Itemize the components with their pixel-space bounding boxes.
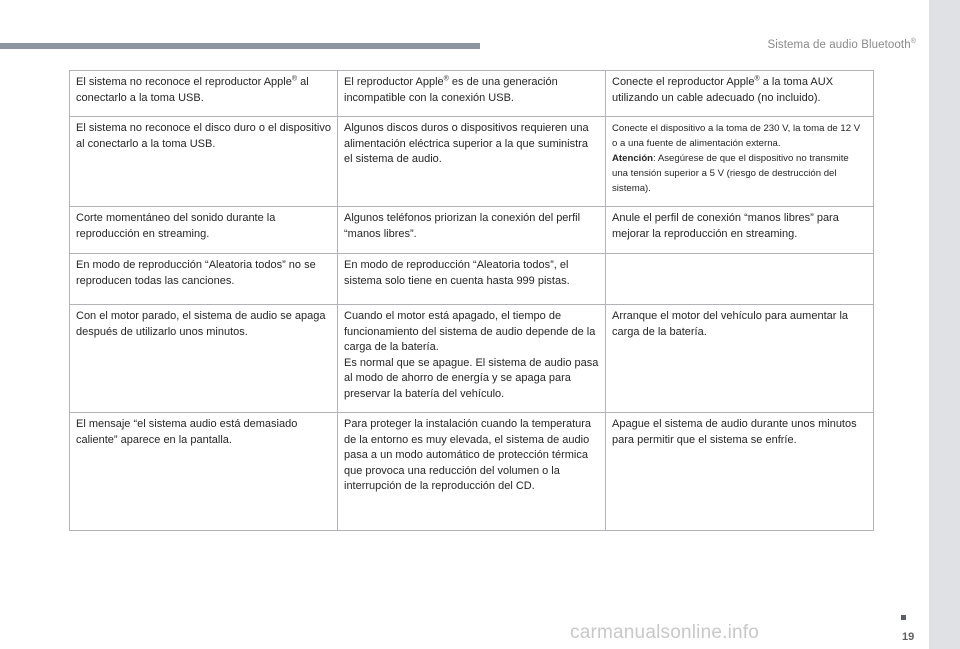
problem-cell: Con el motor parado, el sistema de audio se apaga después de utilizarlo unos minutos. [70, 305, 338, 413]
problem-cell: El sistema no reconoce el disco duro o el dispositivo al conectarlo a la toma USB. [70, 117, 338, 207]
table-row [70, 117, 874, 207]
solution-cell: Conecte el reproductor Apple® a la toma AUX utilizando un cable adecuado (no incluido). [606, 71, 874, 117]
registered-mark: ® [910, 38, 916, 45]
warning-label: Atención [612, 153, 654, 164]
solution-cell: Anule el perfil de conexión “manos libres” para mejorar la reproducción en streaming. [606, 207, 874, 254]
cause-cell: Algunos discos duros o dispositivos requieren una alimentación eléctrica superior a la que suministra el sistema de audio. [338, 117, 606, 207]
side-tab-band [929, 0, 960, 649]
cause-cell: Para proteger la instalación cuando la temperatura de la entorno es muy elevada, el sistema de audio pasa a un modo automático de protección térmica que provoca una reducción del volumen o la interrupción de la reproducción del CD. [338, 413, 606, 531]
table-row [70, 207, 874, 254]
solution-cell: Conecte el dispositivo a la toma de 230 V, la toma de 12 V o a una fuente de alimentación externa. Atención: Asegúrese de que el dispositivo no transmite una tensión superior a 5 V (riesgo de destrucción del sistema). [606, 117, 874, 207]
problem-cell: El mensaje “el sistema audio está demasiado caliente” aparece en la pantalla. [70, 413, 338, 531]
watermark-text: carmanualsonline.info [570, 622, 760, 643]
page-header-title: Sistema de audio Bluetooth® [767, 38, 916, 51]
cause-cell: Cuando el motor está apagado, el tiempo de funcionamiento del sistema de audio depende de la carga de la batería. Es normal que se apague. El sistema de audio pasa al modo de ahorro de energía y se apaga para preservar la batería del vehículo. [338, 305, 606, 413]
cause-cell: El reproductor Apple® es de una generación incompatible con la conexión USB. [338, 71, 606, 117]
page-number: 19 [902, 631, 915, 643]
solution-cell: Apague el sistema de audio durante unos minutos para permitir que el sistema se enfríe. [606, 413, 874, 531]
troubleshooting-table [69, 70, 874, 531]
table-row [70, 254, 874, 305]
problem-cell: Corte momentáneo del sonido durante la reproducción en streaming. [70, 207, 338, 254]
cause-cell: En modo de reproducción “Aleatoria todos”, el sistema solo tiene en cuenta hasta 999 pistas. [338, 254, 606, 305]
solution-cell: Arranque el motor del vehículo para aumentar la carga de la batería. [606, 305, 874, 413]
problem-cell: En modo de reproducción “Aleatoria todos” no se reproducen todas las canciones. [70, 254, 338, 305]
table-row [70, 305, 874, 413]
page-marker-square [901, 615, 906, 620]
solution-cell [606, 254, 874, 305]
header-rule [0, 43, 480, 49]
cause-cell: Algunos teléfonos priorizan la conexión del perfil “manos libres”. [338, 207, 606, 254]
table-row [70, 413, 874, 531]
problem-cell: El sistema no reconoce el reproductor Apple® al conectarlo a la toma USB. [70, 71, 338, 117]
table-row [70, 71, 874, 117]
